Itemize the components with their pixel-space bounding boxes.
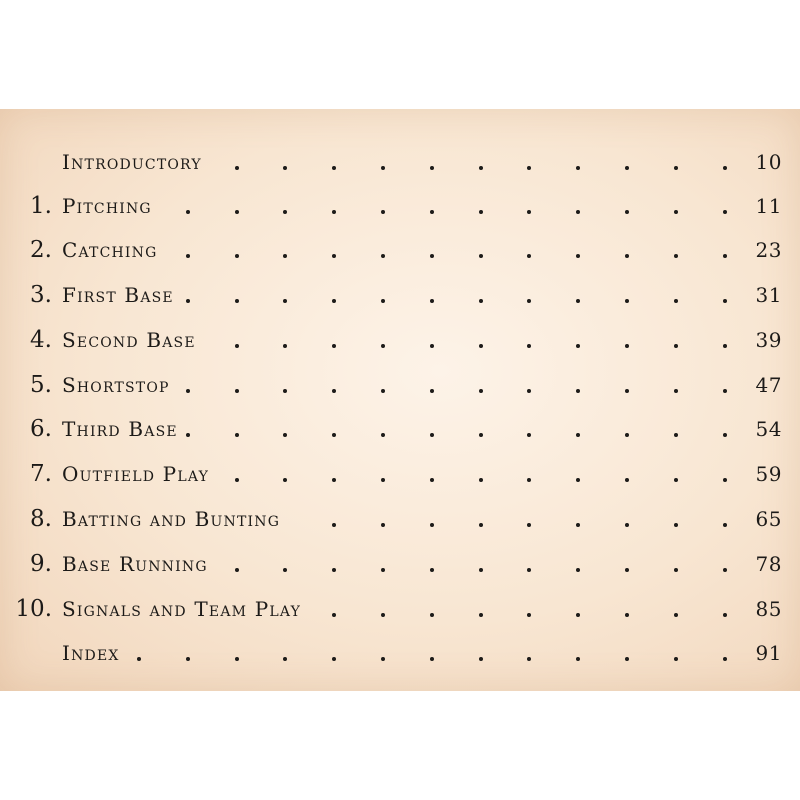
leader-dot [674, 389, 678, 393]
leader-dot [430, 568, 434, 572]
leader-dot [479, 657, 483, 661]
leader-dot [723, 478, 727, 482]
leader-dot [527, 254, 531, 258]
leader-dot [186, 299, 190, 303]
leader-dot [527, 478, 531, 482]
leader-dot [723, 568, 727, 572]
dot-leader [0, 594, 800, 624]
leader-dot [723, 433, 727, 437]
leader-dot [723, 657, 727, 661]
page-number: 91 [755, 641, 782, 665]
chapter-title: Index [62, 641, 120, 665]
leader-dot [430, 344, 434, 348]
toc-entry-shortstop [0, 370, 800, 400]
leader-dot [527, 166, 531, 170]
leader-dot [430, 433, 434, 437]
chapter-number: 4. [30, 327, 52, 353]
leader-dot [186, 433, 190, 437]
dot-leader [0, 549, 800, 579]
leader-dot [283, 299, 287, 303]
chapter-title: Base Running [62, 552, 208, 576]
leader-dot [625, 210, 629, 214]
chapter-number: 10. [15, 596, 52, 622]
leader-dot [479, 433, 483, 437]
chapter-title: Batting and Bunting [62, 507, 281, 531]
leader-dot [332, 344, 336, 348]
leader-dot [625, 568, 629, 572]
leader-dot [723, 254, 727, 258]
leader-dot [723, 210, 727, 214]
leader-dot [576, 166, 580, 170]
leader-dot [576, 657, 580, 661]
leader-dot [332, 657, 336, 661]
leader-dot [479, 210, 483, 214]
leader-dot [332, 254, 336, 258]
leader-dot [479, 568, 483, 572]
leader-dot [723, 299, 727, 303]
leader-dot [235, 568, 239, 572]
leader-dot [625, 299, 629, 303]
leader-dot [576, 389, 580, 393]
leader-dot [235, 344, 239, 348]
leader-dot [332, 166, 336, 170]
chapter-title: First Base [62, 283, 174, 307]
dot-leader [0, 370, 800, 400]
book-page [0, 109, 800, 691]
page-number: 11 [755, 194, 782, 218]
leader-dot [674, 254, 678, 258]
leader-dot [283, 166, 287, 170]
leader-dot [430, 613, 434, 617]
dot-leader [0, 459, 800, 489]
leader-dot [430, 299, 434, 303]
leader-dot [381, 568, 385, 572]
table-of-contents [0, 109, 800, 691]
leader-dot [479, 523, 483, 527]
dot-leader [0, 325, 800, 355]
leader-dot [674, 568, 678, 572]
dot-leader [0, 638, 800, 668]
leader-dot [381, 657, 385, 661]
leader-dot [430, 254, 434, 258]
leader-dot [381, 433, 385, 437]
leader-dot [479, 613, 483, 617]
leader-dot [332, 389, 336, 393]
toc-entry-batting-and-bunting [0, 504, 800, 534]
leader-dot [527, 568, 531, 572]
leader-dot [235, 166, 239, 170]
leader-dot [576, 433, 580, 437]
leader-dot [527, 657, 531, 661]
page-number: 39 [755, 328, 782, 352]
leader-dot [381, 478, 385, 482]
dot-leader [0, 235, 800, 265]
chapter-title: Pitching [62, 194, 152, 218]
toc-entry-third-base [0, 414, 800, 444]
leader-dot [527, 344, 531, 348]
chapter-number: 8. [30, 506, 52, 532]
leader-dot [235, 657, 239, 661]
leader-dot [332, 568, 336, 572]
leader-dot [186, 210, 190, 214]
leader-dot [674, 523, 678, 527]
leader-dot [479, 254, 483, 258]
leader-dot [430, 657, 434, 661]
leader-dot [625, 344, 629, 348]
leader-dot [235, 389, 239, 393]
chapter-number: 5. [30, 372, 52, 398]
leader-dot [381, 344, 385, 348]
leader-dot [576, 210, 580, 214]
page-number: 31 [755, 283, 782, 307]
leader-dot [381, 613, 385, 617]
leader-dot [625, 389, 629, 393]
leader-dot [235, 433, 239, 437]
dot-leader [0, 280, 800, 310]
leader-dot [430, 478, 434, 482]
leader-dot [527, 299, 531, 303]
leader-dot [625, 478, 629, 482]
leader-dot [674, 344, 678, 348]
leader-dot [235, 254, 239, 258]
dot-leader [0, 191, 800, 221]
page-number: 59 [755, 462, 782, 486]
toc-entry-second-base [0, 325, 800, 355]
leader-dot [381, 210, 385, 214]
leader-dot [674, 478, 678, 482]
leader-dot [332, 299, 336, 303]
leader-dot [576, 254, 580, 258]
leader-dot [283, 568, 287, 572]
leader-dot [576, 344, 580, 348]
leader-dot [381, 523, 385, 527]
toc-entry-catching [0, 235, 800, 265]
dot-leader [0, 504, 800, 534]
leader-dot [381, 166, 385, 170]
leader-dot [527, 433, 531, 437]
chapter-title: Signals and Team Play [62, 597, 302, 621]
leader-dot [186, 254, 190, 258]
leader-dot [283, 478, 287, 482]
chapter-number: 1. [30, 193, 52, 219]
leader-dot [479, 344, 483, 348]
leader-dot [527, 389, 531, 393]
chapter-number: 6. [30, 416, 52, 442]
leader-dot [674, 657, 678, 661]
page-number: 23 [755, 238, 782, 262]
leader-dot [674, 166, 678, 170]
leader-dot [332, 210, 336, 214]
page-number: 54 [755, 417, 782, 441]
leader-dot [283, 344, 287, 348]
leader-dot [479, 478, 483, 482]
leader-dot [625, 433, 629, 437]
leader-dot [576, 478, 580, 482]
toc-entry-introductory [0, 147, 800, 177]
leader-dot [235, 478, 239, 482]
leader-dot [674, 433, 678, 437]
leader-dot [235, 299, 239, 303]
leader-dot [625, 523, 629, 527]
leader-dot [430, 523, 434, 527]
toc-entry-signals-and-team-play [0, 594, 800, 624]
leader-dot [674, 613, 678, 617]
chapter-title: Outfield Play [62, 462, 210, 486]
leader-dot [332, 433, 336, 437]
leader-dot [381, 389, 385, 393]
toc-entry-index [0, 638, 800, 668]
leader-dot [479, 299, 483, 303]
leader-dot [283, 389, 287, 393]
chapter-title: Introductory [62, 150, 202, 174]
page-number: 47 [755, 373, 782, 397]
dot-leader [0, 414, 800, 444]
leader-dot [283, 254, 287, 258]
leader-dot [527, 613, 531, 617]
toc-entry-base-running [0, 549, 800, 579]
leader-dot [723, 523, 727, 527]
chapter-title: Catching [62, 238, 158, 262]
chapter-number: 9. [30, 551, 52, 577]
leader-dot [430, 389, 434, 393]
page-number: 85 [755, 597, 782, 621]
leader-dot [332, 523, 336, 527]
leader-dot [674, 210, 678, 214]
leader-dot [235, 210, 239, 214]
chapter-title: Shortstop [62, 373, 170, 397]
leader-dot [674, 299, 678, 303]
leader-dot [381, 254, 385, 258]
leader-dot [430, 210, 434, 214]
leader-dot [625, 657, 629, 661]
leader-dot [625, 613, 629, 617]
leader-dot [430, 166, 434, 170]
chapter-number: 3. [30, 282, 52, 308]
leader-dot [576, 523, 580, 527]
toc-entry-pitching [0, 191, 800, 221]
chapter-title: Second Base [62, 328, 196, 352]
chapter-title: Third Base [62, 417, 178, 441]
leader-dot [625, 254, 629, 258]
page-number: 10 [755, 150, 782, 174]
toc-entry-outfield-play [0, 459, 800, 489]
leader-dot [723, 166, 727, 170]
leader-dot [332, 613, 336, 617]
chapter-number: 7. [30, 461, 52, 487]
dot-leader [0, 147, 800, 177]
leader-dot [186, 389, 190, 393]
leader-dot [527, 523, 531, 527]
leader-dot [527, 210, 531, 214]
leader-dot [479, 166, 483, 170]
leader-dot [137, 657, 141, 661]
leader-dot [332, 478, 336, 482]
leader-dot [186, 657, 190, 661]
leader-dot [723, 344, 727, 348]
leader-dot [283, 433, 287, 437]
leader-dot [723, 389, 727, 393]
page-number: 78 [755, 552, 782, 576]
leader-dot [381, 299, 385, 303]
page-number: 65 [755, 507, 782, 531]
leader-dot [576, 613, 580, 617]
leader-dot [283, 210, 287, 214]
leader-dot [723, 613, 727, 617]
chapter-number: 2. [30, 237, 52, 263]
leader-dot [625, 166, 629, 170]
toc-entry-first-base [0, 280, 800, 310]
leader-dot [283, 657, 287, 661]
leader-dot [576, 299, 580, 303]
leader-dot [479, 389, 483, 393]
leader-dot [576, 568, 580, 572]
